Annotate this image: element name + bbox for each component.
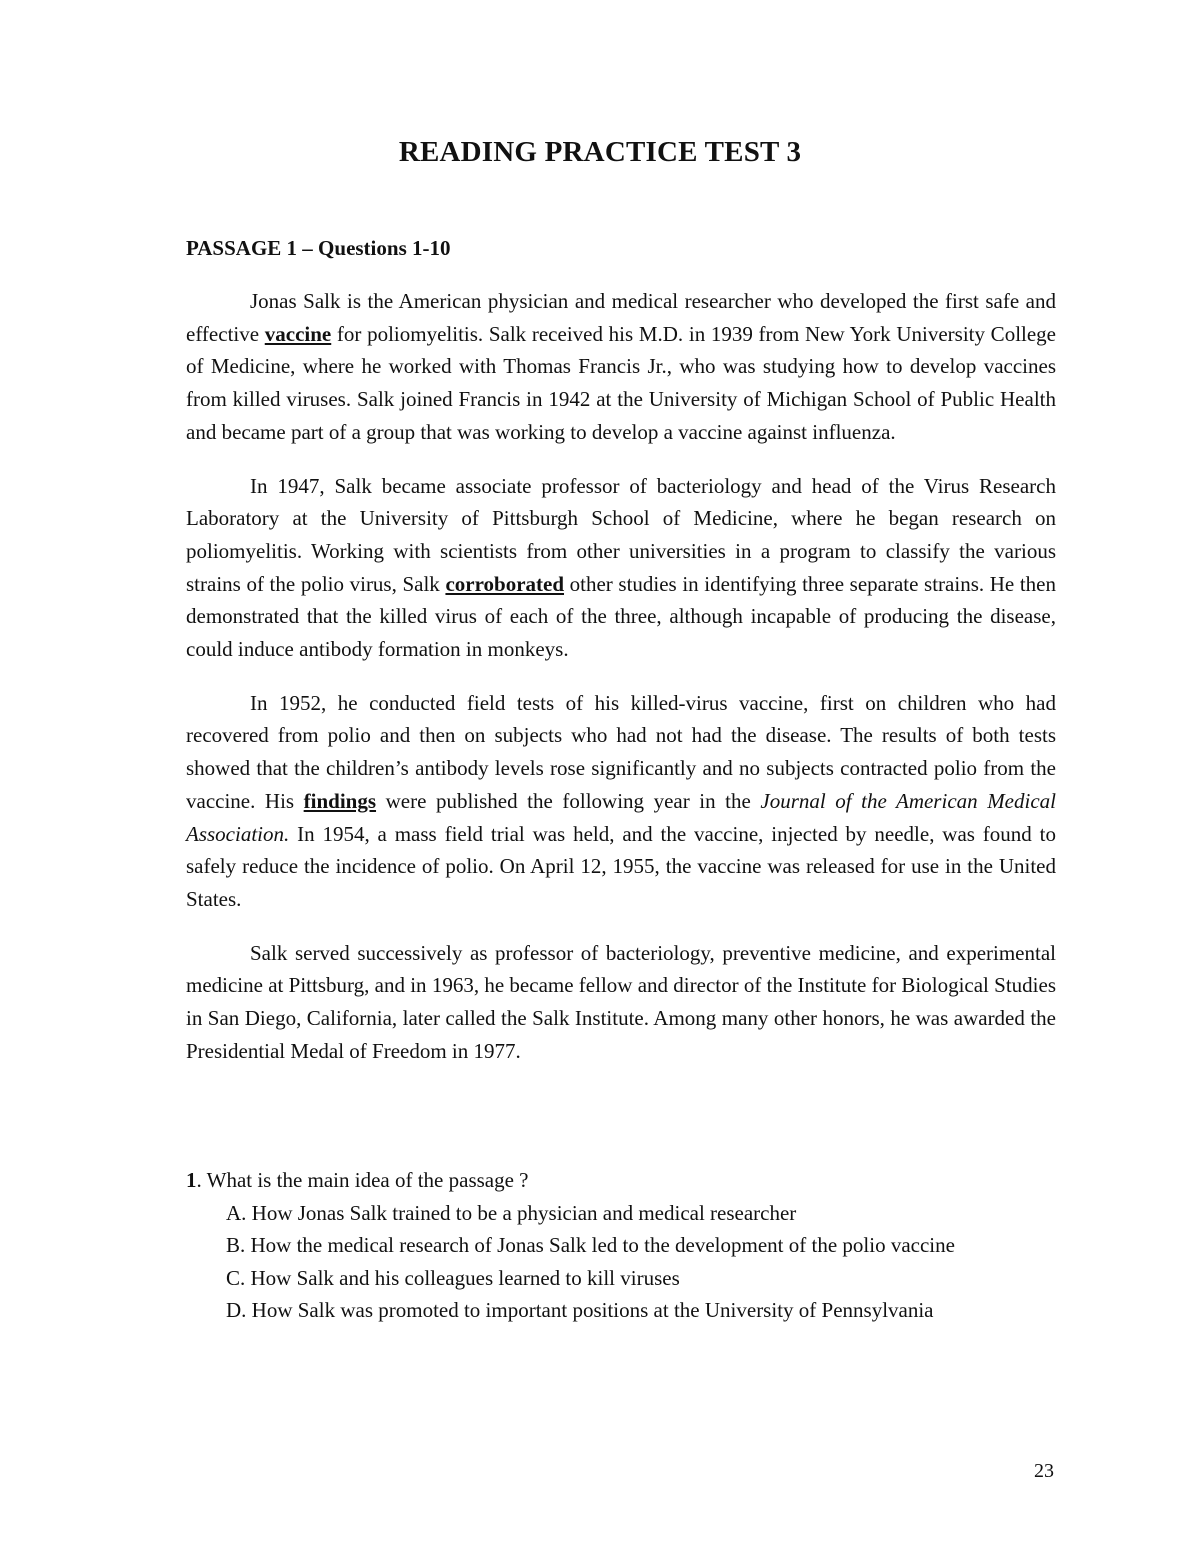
question-1 <box>186 1164 1046 1327</box>
question-number: 1 <box>186 1168 197 1192</box>
paragraph-3-text-c: In 1954, a mass field trial was held, and the vaccine, injected by needle, was found to safely reduce the incidence of polio. On April 12, 1955, the vaccine was released for use in the United States. <box>186 821 1056 911</box>
paragraph-2-text-a: In 1947, Salk became associate professor of bacteriology and head of the Virus Research Laboratory at the University of Pittsburgh School of Medicine, where he began research on poliomyelitis. Working with scientists from other universities in a program to classify the various strains of the polio virus, Salk <box>186 473 1056 596</box>
paragraph-2-text-b: other studies in identifying three separate strains. He then demonstrated that the killed virus of each of the three, although incapable of producing the disease, could induce antibody formation in monkeys. <box>186 571 1056 662</box>
option-d[interactable]: D. How Salk was promoted to important positions at the University of Pennsylvania <box>226 1298 934 1322</box>
keyword-vaccine: vaccine <box>264 321 332 346</box>
option-b[interactable]: B. How the medical research of Jonas Salk led to the development of the polio vaccine <box>226 1233 955 1257</box>
paragraph-3-text-a: In 1952, he conducted field tests of his killed-virus vaccine, first on children who had recovered from polio and then on subjects who had not had the disease. The results of both tests showed that the children’s antibody levels rose significantly and no subjects contracted polio from the vaccine. His <box>186 690 1056 813</box>
question-text: . What is the main idea of the passage ? <box>196 1168 529 1192</box>
option-c[interactable]: C. How Salk and his colleagues learned to kill viruses <box>226 1265 680 1290</box>
question-stem <box>186 1164 1046 1197</box>
paragraph-1-text-a: Jonas Salk is the American physician and medical researcher who developed the first safe and effective <box>186 289 1056 346</box>
paragraph-3-text-b: were published the following year in the <box>376 788 761 813</box>
page-title: READING PRACTICE TEST 3 <box>398 136 802 168</box>
paragraph-3 <box>186 687 1056 916</box>
keyword-corroborated: corroborated <box>445 571 565 596</box>
passage-heading: PASSAGE 1 – Questions 1-10 <box>186 236 451 260</box>
paragraph-1-text-b: for poliomyelitis. Salk received his M.D. in 1939 from New York University College of Medicine, where he worked with Thomas Francis Jr., who was studying how to develop vaccines from killed viruses. Salk joined Francis in 1942 at the University of Michigan School of Public Health and became part of a group that was working to develop a vaccine against influenza. <box>186 321 1057 444</box>
paragraph-4 <box>186 937 1056 1068</box>
paragraph-1 <box>186 285 1056 449</box>
paragraph-2 <box>186 470 1056 666</box>
option-a[interactable]: A. How Jonas Salk trained to be a physician and medical researcher <box>226 1200 797 1225</box>
journal-title: Journal of the American Medical Association. <box>186 788 1056 846</box>
answer-options <box>186 1197 1046 1327</box>
page-number: 23 <box>1034 1460 1054 1482</box>
keyword-findings: findings <box>303 788 377 813</box>
paragraph-4-text: Salk served successively as professor of bacteriology, preventive medicine, and experimental medicine at Pittsburg, and in 1963, he became fellow and director of the Institute for Biological Studies in San Diego, California, later called the Salk Institute. Among many other honors, he was awarded the Presidential Medal of Freedom in 1977. <box>186 940 1056 1063</box>
passage-body <box>186 285 1056 1088</box>
